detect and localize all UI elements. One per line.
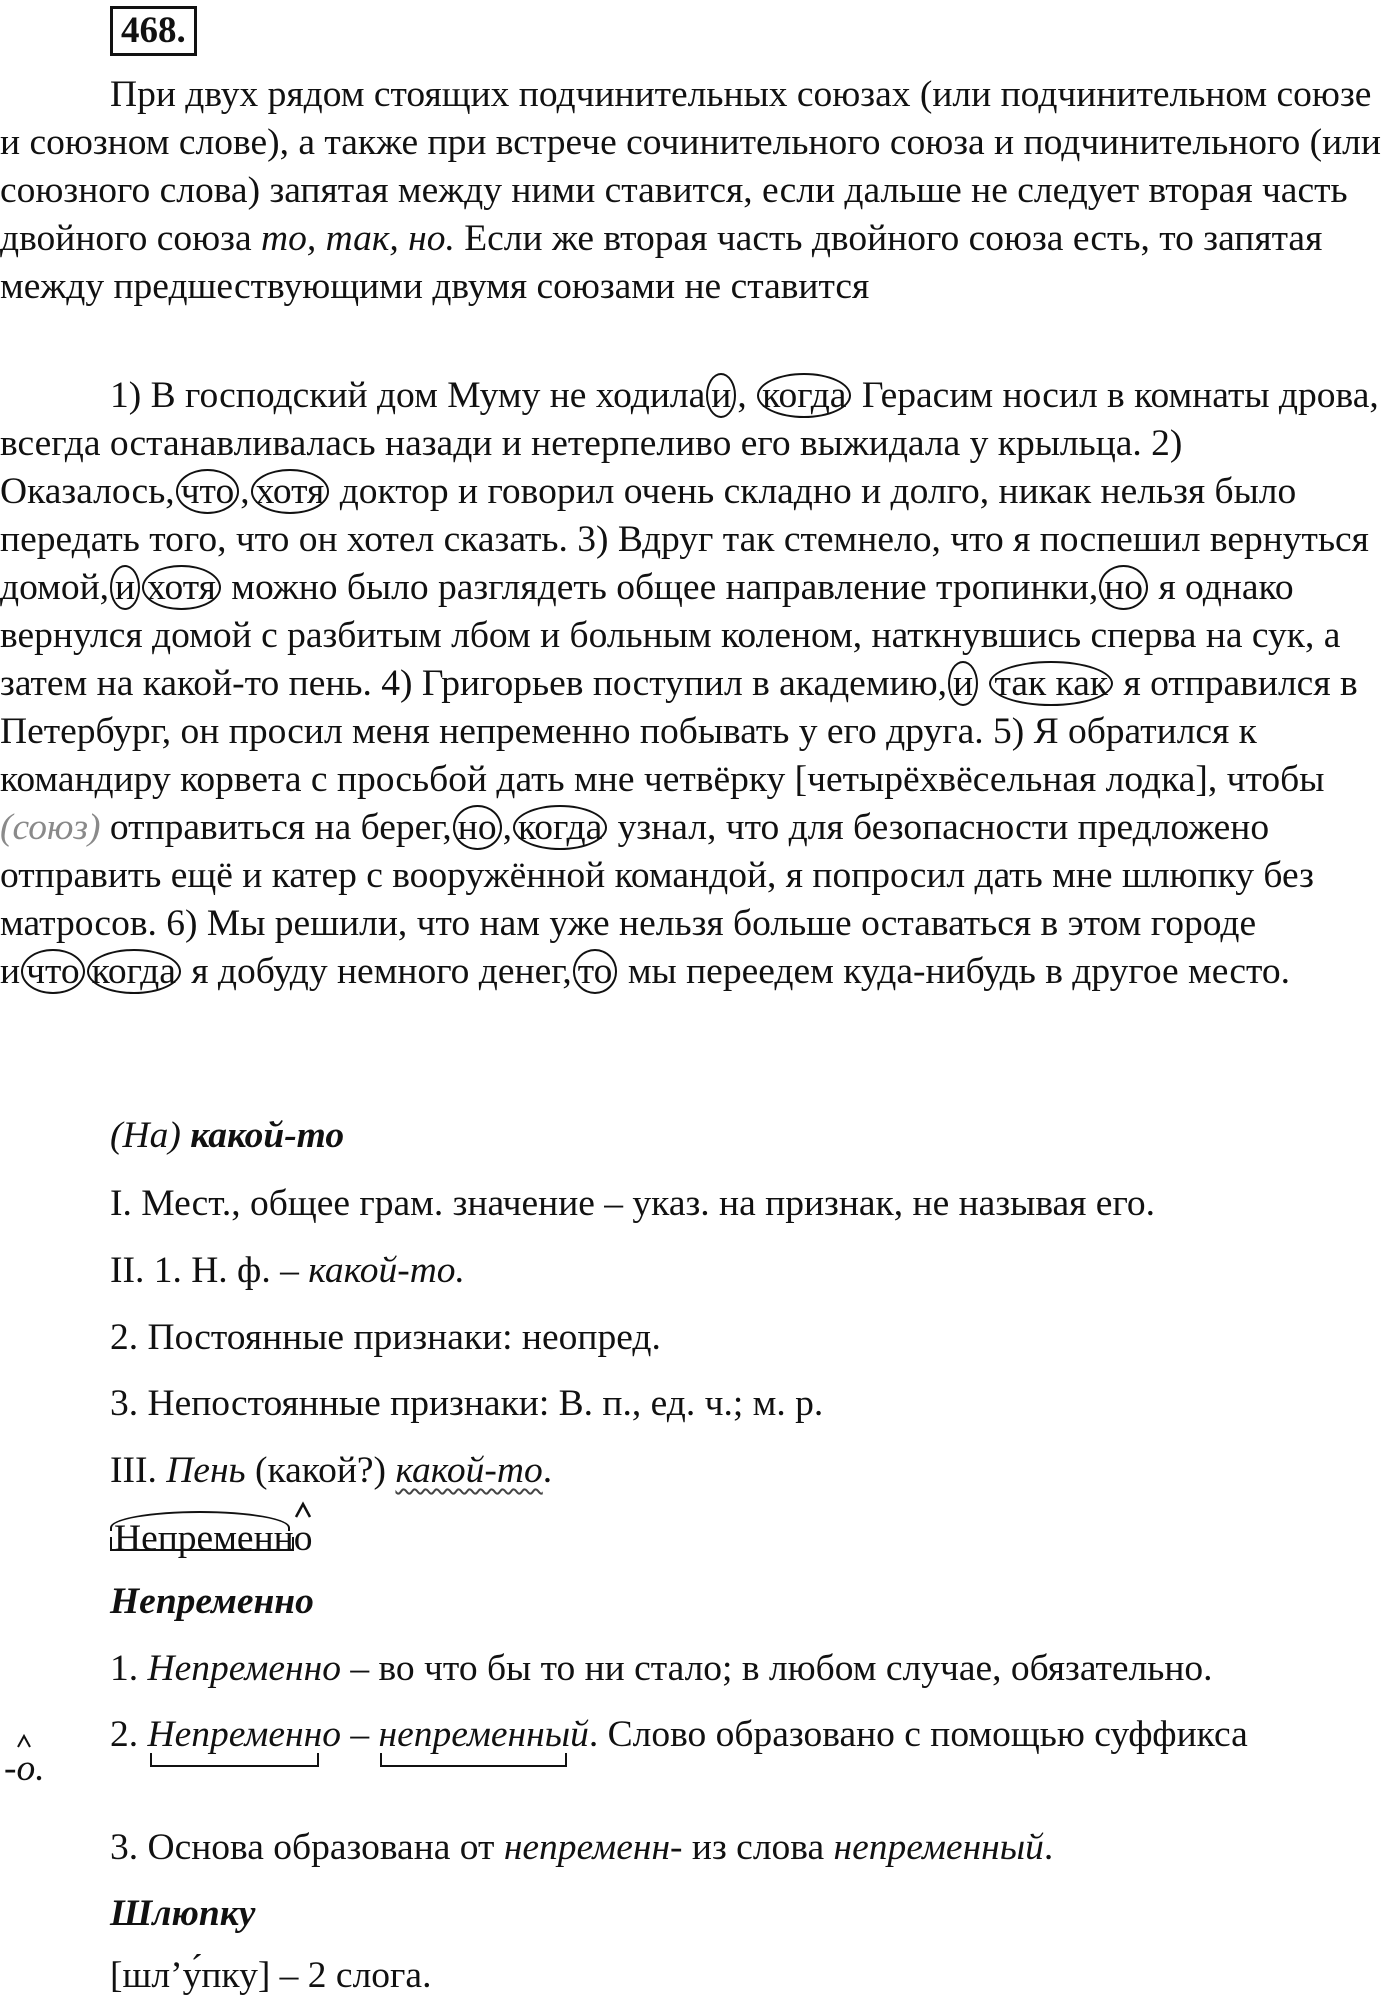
suffix-caret-icon bbox=[16, 1733, 32, 1749]
exercise-text: 1) В господский дом Муму не ходила bbox=[110, 375, 706, 416]
shlyupku-heading: Шлюпку bbox=[110, 1893, 256, 1934]
analyzed-word-kakoy-to: какой-то bbox=[142, 663, 280, 704]
circled-conjunction: когда bbox=[757, 373, 851, 418]
line-prefix: 1. bbox=[110, 1648, 148, 1689]
circled-conjunction: хотя bbox=[142, 565, 221, 610]
question: (какой?) bbox=[245, 1450, 396, 1491]
morpheme-diagram bbox=[110, 1497, 316, 1567]
rule-text-after: Если же вторая часть двойного союза есть, то запятая между предшествующими двумя союзами не ставится bbox=[0, 218, 1323, 307]
line-prefix: 2. bbox=[110, 1714, 148, 1755]
definition: – во что бы то ни стало; в любом случае, обязательно. bbox=[340, 1648, 1213, 1689]
connector: из слова bbox=[682, 1827, 834, 1868]
exercise-text: я добуду немного денег, bbox=[181, 951, 572, 992]
dash: – bbox=[340, 1714, 379, 1755]
exercise-text: я однако вернулся домой с разбитым лбом и больным коленом, наткнувшись сперва на сук, а затем на bbox=[0, 567, 1341, 704]
line-prefix: III. bbox=[110, 1450, 167, 1491]
kakoy-to-line-1: I. Мест., общее грам. значение – указ. на признак, не называя его. bbox=[110, 1183, 1156, 1224]
exercise-text: можно было разглядеть общее направление тропинки, bbox=[221, 567, 1099, 608]
heading-word: какой-то bbox=[190, 1115, 345, 1156]
exercise-number: 468. bbox=[110, 6, 197, 56]
exercise-text: я отправился в Петербург, он просил меня непременно побывать у его друга. 5) Я обратился к командиру корвета с просьбой дать мне четвёрку [четырёхвёсельная лодка], чтобы bbox=[0, 663, 1358, 800]
nepremenno-line-2 bbox=[110, 1711, 1248, 1759]
suffix-caret-icon bbox=[294, 1501, 312, 1519]
period: . bbox=[1043, 1827, 1054, 1868]
period: . bbox=[542, 1450, 553, 1491]
attribute-wavy: какой-то bbox=[395, 1450, 543, 1491]
initial-form: какой-то. bbox=[308, 1250, 465, 1291]
circled-conjunction: но bbox=[1099, 565, 1148, 610]
derivation-text: . Слово образовано с помощью суффикса bbox=[588, 1714, 1248, 1755]
exercise-text: отправиться на берег, bbox=[100, 807, 452, 848]
heading-prefix: (На) bbox=[110, 1115, 181, 1156]
shlyupku-line-1: [шл’у́пку] – 2 слога. bbox=[110, 1955, 432, 1996]
morpheme-word-text: Непременно bbox=[114, 1518, 313, 1559]
exercise-text: узнал, что для безопасности предложено отправить ещё и катер с вооружённой командой, я попросил дать мне шлюпку без матросов. 6) Мы решили, что нам уже нельзя больше оставаться в этом городе и bbox=[0, 807, 1314, 992]
rule-paragraph bbox=[0, 71, 1395, 311]
morpheme-word bbox=[110, 1497, 316, 1559]
exercise-text: пень. 4) Григорьев поступил в академию, bbox=[279, 663, 948, 704]
stem: непременн- bbox=[503, 1827, 683, 1868]
nepremenno-heading: Непременно bbox=[110, 1581, 314, 1622]
gray-note: (союз) bbox=[0, 807, 101, 848]
circled-conjunction: когда bbox=[87, 949, 181, 994]
word-italic: Непременно bbox=[147, 1648, 341, 1689]
exercise-text: Герасим носил в комнаты дрова, всегда останавливалась назади и нетерпеливо его выжидала у крыльца. 2) Оказалось, bbox=[0, 375, 1379, 512]
kakoy-to-line-4: 3. Непостоянные признаки: В. п., ед. ч.; м. р. bbox=[110, 1383, 824, 1424]
exercise-text: мы переедем куда-нибудь в другое место. bbox=[618, 951, 1291, 992]
exercise-text: , bbox=[737, 375, 757, 416]
circled-conjunction: когда bbox=[513, 805, 607, 850]
exercise-text: доктор и говорил очень складно и долго, никак нельзя было передать того, что он хотел сказать. 3) Вдруг так стемнело, что я поспешил вернуться домой, bbox=[0, 471, 1369, 608]
kakoy-to-line-2 bbox=[110, 1247, 465, 1295]
kakoy-to-line-5 bbox=[110, 1447, 552, 1495]
source-word: непременный bbox=[378, 1711, 588, 1759]
kakoy-to-heading bbox=[110, 1112, 344, 1160]
source-word: непременный bbox=[833, 1827, 1044, 1868]
suffix-text: -о. bbox=[4, 1748, 45, 1789]
suffix-label bbox=[4, 1745, 45, 1793]
derived-word: Непременно bbox=[148, 1711, 341, 1759]
exercise-paragraph bbox=[0, 372, 1395, 996]
circled-conjunction: что bbox=[176, 469, 240, 514]
rule-italic-conjunctions: то, так, но. bbox=[260, 218, 455, 259]
circled-conjunction: хотя bbox=[251, 469, 330, 514]
circled-conjunction: что bbox=[21, 949, 85, 994]
circled-conjunction: так как bbox=[989, 661, 1113, 706]
head-noun: Пень bbox=[166, 1450, 246, 1491]
line-prefix: II. 1. Н. ф. – bbox=[110, 1250, 309, 1291]
exercise-text: , bbox=[240, 471, 250, 512]
circled-conjunction: и bbox=[110, 565, 140, 610]
nepremenno-line-3 bbox=[110, 1824, 1053, 1872]
circled-conjunction: и bbox=[706, 373, 736, 418]
circled-conjunction: и bbox=[948, 661, 978, 706]
rule-text-before: При двух рядом стоящих подчинительных союзах (или подчинительном союзе и союзном слове), а также при встрече сочинительного союза и подчинительного (или союзного слова) запятая между ними ставится, если дальше не следует вторая часть двойного союза bbox=[0, 74, 1381, 259]
exercise-text bbox=[979, 663, 988, 704]
circled-conjunction: то bbox=[573, 949, 618, 994]
circled-conjunction: но bbox=[453, 805, 502, 850]
kakoy-to-line-3: 2. Постоянные признаки: неопред. bbox=[110, 1317, 661, 1358]
line-prefix: 3. Основа образована от bbox=[110, 1827, 504, 1868]
nepremenno-line-1 bbox=[110, 1645, 1213, 1693]
exercise-text: , bbox=[502, 807, 512, 848]
